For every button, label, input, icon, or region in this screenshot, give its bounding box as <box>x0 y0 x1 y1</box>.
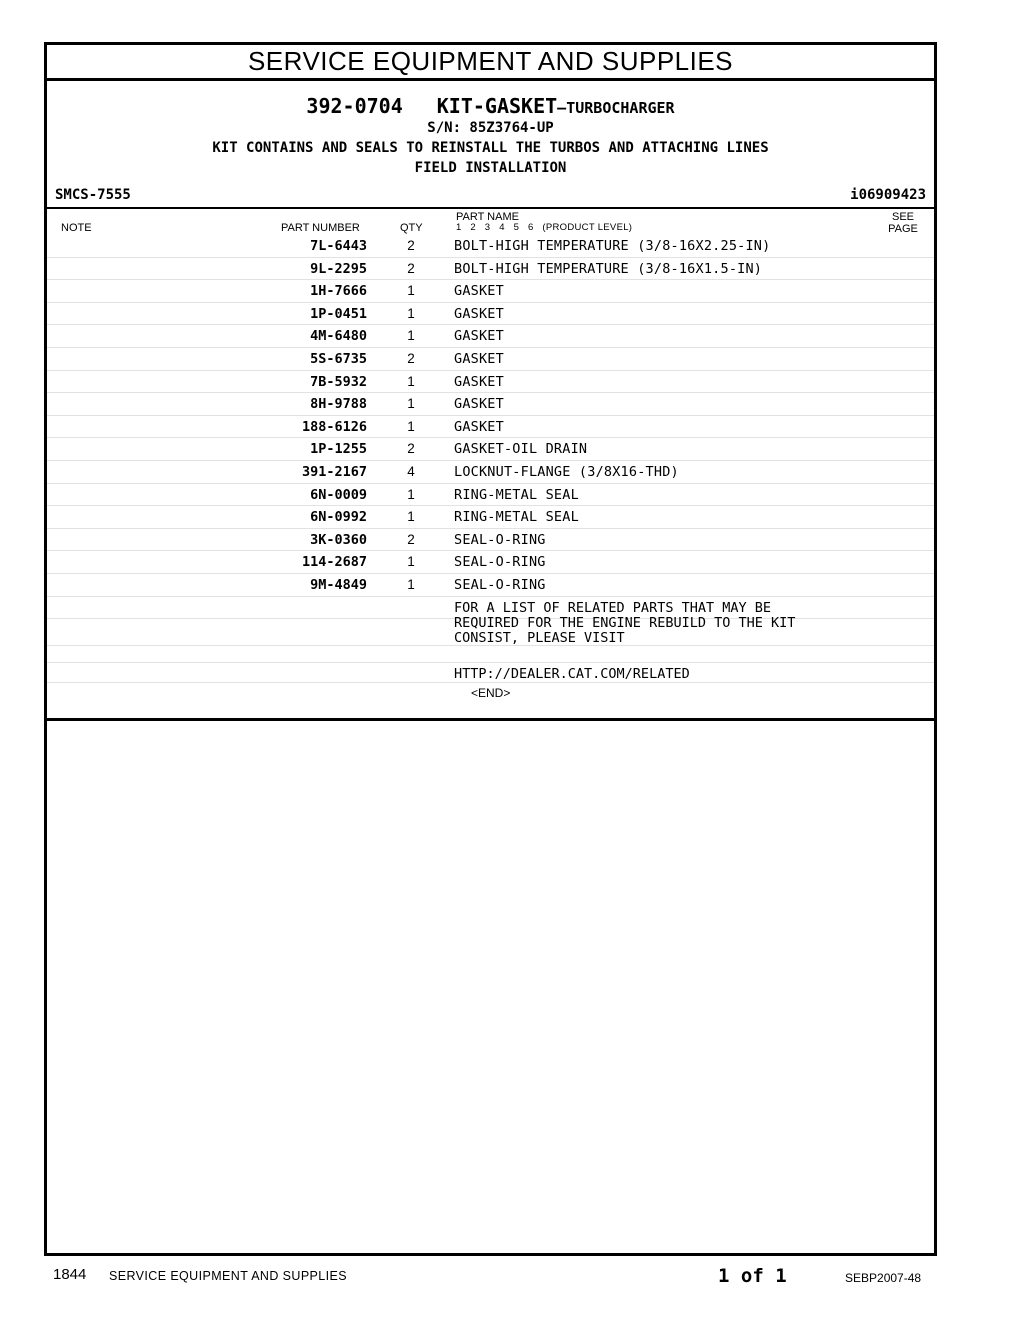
part-number: 114-2687 <box>301 554 367 571</box>
table-row <box>47 484 934 507</box>
footer-page-number: 1844 <box>53 1266 87 1283</box>
part-name: GASKET <box>454 328 504 345</box>
related-parts-note <box>454 601 795 646</box>
part-name: LOCKNUT-FLANGE (3/8X16-THD) <box>454 463 679 480</box>
part-qty: 1 <box>407 396 415 412</box>
part-name: GASKET <box>454 350 504 367</box>
part-name: SEAL-O-RING <box>454 576 546 593</box>
column-header-part-number: PART NUMBER <box>281 222 360 234</box>
kit-subname: —TURBOCHARGER <box>557 99 675 117</box>
related-parts-url[interactable]: HTTP://DEALER.CAT.COM/RELATED <box>454 666 690 682</box>
part-number: 391-2167 <box>301 463 367 480</box>
part-name: GASKET <box>454 396 504 413</box>
note-line: FOR A LIST OF RELATED PARTS THAT MAY BE <box>454 600 771 616</box>
table-row <box>47 258 934 281</box>
part-qty: 1 <box>407 554 415 570</box>
part-name: BOLT-HIGH TEMPERATURE (3/8-16X1.5-IN) <box>454 260 763 277</box>
header-divider <box>47 207 934 209</box>
part-number: 7L-6443 <box>310 238 367 254</box>
kit-title-line <box>47 94 934 120</box>
illustration-id: i06909423 <box>850 187 926 203</box>
table-row <box>47 393 934 416</box>
part-number: 1P-1255 <box>310 441 367 458</box>
footer-document-id: SEBP2007-48 <box>845 1271 922 1285</box>
part-qty: 4 <box>407 463 415 479</box>
part-name: GASKET <box>454 305 504 322</box>
table-row <box>47 416 934 439</box>
part-qty: 2 <box>407 350 415 366</box>
column-header-part-name: PART NAME <box>456 211 519 223</box>
part-qty: 1 <box>407 486 415 502</box>
table-row <box>47 325 934 348</box>
part-qty: 1 <box>407 328 415 344</box>
kit-description: KIT CONTAINS AND SEALS TO REINSTALL THE TURBOS AND ATTACHING LINES <box>212 140 769 156</box>
part-qty: 2 <box>407 260 415 276</box>
table-row <box>47 574 934 597</box>
part-name: RING-METAL SEAL <box>454 509 579 526</box>
part-qty: 1 <box>407 418 415 434</box>
end-marker: <END> <box>471 686 511 700</box>
part-number: 6N-0009 <box>310 486 367 503</box>
part-qty: 1 <box>407 576 415 592</box>
part-qty: 2 <box>407 238 415 253</box>
part-name: BOLT-HIGH TEMPERATURE (3/8-16X2.25-IN) <box>454 238 771 254</box>
kit-name: KIT-GASKET <box>436 94 558 118</box>
part-name: GASKET <box>454 373 504 390</box>
part-number: 1H-7666 <box>310 283 367 300</box>
part-qty: 1 <box>407 283 415 299</box>
page-title: SERVICE EQUIPMENT AND SUPPLIES <box>47 45 934 81</box>
note-line: CONSIST, PLEASE VISIT <box>454 630 625 646</box>
column-header-product-level: 1 2 3 4 5 6 (PRODUCT LEVEL) <box>456 222 633 233</box>
note-line: REQUIRED FOR THE ENGINE REBUILD TO THE KIT <box>454 615 796 631</box>
kit-number: 392-0704 <box>306 94 403 118</box>
part-number: 4M-6480 <box>310 328 367 345</box>
column-header-note: NOTE <box>61 222 92 234</box>
table-row <box>47 506 934 529</box>
table-row <box>47 303 934 326</box>
table-row <box>47 348 934 371</box>
footer-page-of: 1 of 1 <box>718 1265 787 1287</box>
part-number: 6N-0992 <box>310 509 367 526</box>
part-qty: 2 <box>407 441 415 457</box>
kit-installation-note: FIELD INSTALLATION <box>414 160 567 176</box>
part-name: SEAL-O-RING <box>454 531 546 548</box>
row-divider <box>47 662 934 663</box>
part-name: GASKET-OIL DRAIN <box>454 441 588 458</box>
part-name: SEAL-O-RING <box>454 554 546 571</box>
part-name: GASKET <box>454 418 504 435</box>
part-number: 9L-2295 <box>310 260 367 277</box>
parts-table <box>47 235 934 619</box>
table-row <box>47 235 934 258</box>
table-row <box>47 438 934 461</box>
part-number: 7B-5932 <box>310 373 367 390</box>
row-divider <box>47 645 934 646</box>
part-name: GASKET <box>454 283 504 300</box>
row-divider <box>47 682 934 683</box>
part-qty: 2 <box>407 531 415 547</box>
table-row <box>47 371 934 394</box>
table-row <box>47 280 934 303</box>
part-number: 9M-4849 <box>310 576 367 593</box>
part-qty: 1 <box>407 305 415 321</box>
content-end-divider <box>47 718 934 721</box>
table-row <box>47 529 934 552</box>
part-number: 3K-0360 <box>310 531 367 548</box>
part-number: 1P-0451 <box>310 305 367 322</box>
part-number: 188-6126 <box>301 418 367 435</box>
smcs-code: SMCS-7555 <box>55 187 131 203</box>
part-name: RING-METAL SEAL <box>454 486 579 503</box>
part-qty: 1 <box>407 373 415 389</box>
part-qty: 1 <box>407 509 415 525</box>
part-number: 5S-6735 <box>310 350 367 367</box>
footer-section-title: SERVICE EQUIPMENT AND SUPPLIES <box>109 1269 347 1283</box>
table-row <box>47 551 934 574</box>
column-header-qty: QTY <box>400 222 423 234</box>
document-frame <box>44 42 937 1256</box>
column-header-see-page: SEE PAGE <box>888 211 918 235</box>
serial-number-range: S/N: 85Z3764-UP <box>427 120 554 136</box>
table-row <box>47 461 934 484</box>
part-number: 8H-9788 <box>310 396 367 413</box>
